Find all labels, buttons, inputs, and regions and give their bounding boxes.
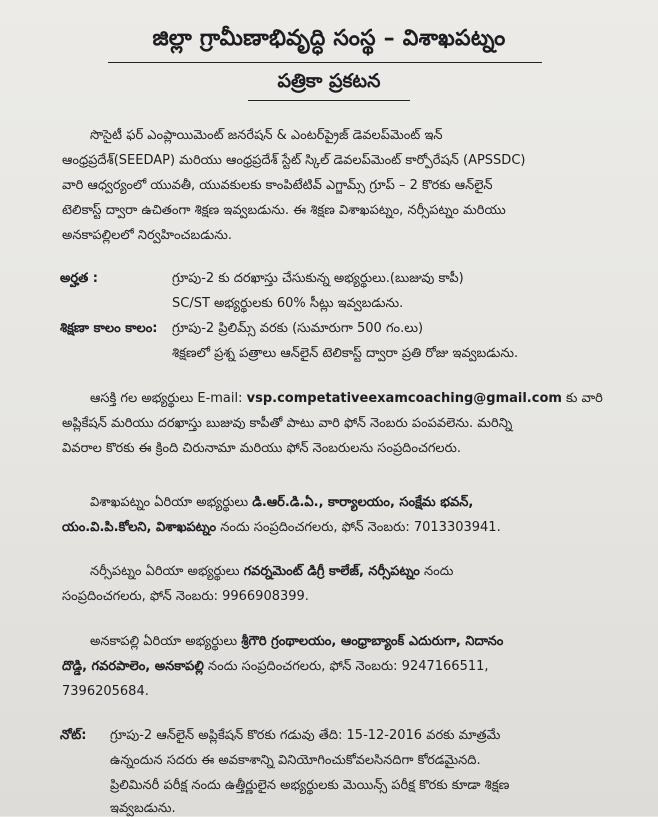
eligibility-line-2: SC/ST అభ్యర్థులకు 60% సీట్లు ఇవ్వబడును. bbox=[172, 296, 404, 311]
narsipatnam-contact-line-2: సంప్రదించగలరు, ఫోన్ నెంబరు: 9966908399. bbox=[62, 589, 309, 604]
vizag-area-lead: విశాఖపట్నం ఏరియా అభ్యర్థులు bbox=[90, 495, 253, 510]
vizag-contact-line-2 bbox=[62, 519, 501, 536]
narsipatnam-contact-line-1 bbox=[90, 563, 453, 580]
eligibility-line-1: గ్రూపు-2 కు దరఖాస్తు చేసుకున్న అభ్యర్థులు.(బుజువు కాపీ) bbox=[172, 271, 464, 286]
duration-line-2: శిక్షణలో ప్రశ్న పత్రాలు ఆన్‌లైన్ టెలికాస్ట్ ద్వారా ప్రతి రోజు ఇవ్వబడును. bbox=[172, 346, 519, 361]
narsipatnam-area-lead: నర్సీపట్నం ఏరియా అభ్యర్థులు bbox=[90, 564, 244, 579]
vizag-office-address: డి.ఆర్.డి.ఏ., కార్యాలయం, సంక్షేమ భవన్, bbox=[252, 495, 474, 510]
anakapalli-contact-line-1 bbox=[90, 633, 503, 650]
intro-line-2: ఆంధ్రప్రదేశ్(SEEDAP) మరియు ఆంధ్రప్రదేశ్ స్టేట్ స్కిల్ డెవలప్‌మెంట్ కార్పోరేషన్ (APSSDC) bbox=[62, 153, 526, 168]
subtitle-underline bbox=[248, 100, 410, 101]
narsipatnam-tail: నందు bbox=[419, 564, 454, 579]
apply-line-3: వివరాల కొరకు ఈ క్రింది చిరునామా మరియు ఫోన్ నెంబరులను సంప్రదించగలరు. bbox=[62, 441, 461, 456]
intro-line-1: సొసైటీ ఫర్ ఎంప్లాయిమెంట్ జనరేషన్ & ఎంటర్‌ప్రైజ్ డెవలప్‌మెంట్ ఇన్ bbox=[90, 128, 443, 143]
anakapalli-office-locality: దొడ్డి, గవరపాలెం, అనకాపల్లి bbox=[62, 659, 204, 674]
title-underline bbox=[108, 62, 542, 63]
note-line-2: ఉన్నందున సదరు ఈ అవకాశాన్ని వినియోగించుకోవలసినదిగా కోరడమైనది. bbox=[110, 753, 481, 768]
email-address: vsp.competativeexamcoaching@gmail.com bbox=[246, 391, 562, 406]
apply-lead: ఆసక్తి గల అభ్యర్థులు E-mail: bbox=[90, 391, 247, 406]
anakapalli-phone-text: నందు సంప్రదించగలరు, ఫోన్ నెంబరు: 9247166511, bbox=[203, 659, 489, 674]
anakapalli-area-lead: అనకాపల్లి ఏరియా అభ్యర్థులు bbox=[90, 634, 242, 649]
note-label: నోట్: bbox=[60, 728, 87, 743]
apply-tail: కు వారి bbox=[561, 391, 603, 406]
anakapalli-office-address: శ్రీగౌరి గ్రంథాలయం, ఆంధ్రాబ్యాంక్ ఎదురుగా, నిదానం bbox=[241, 634, 504, 649]
intro-line-4: టెలికాస్ట్ ద్వారా ఉచితంగా శిక్షణ ఇవ్వబడును. ఈ శిక్షణ విశాఖపట్నం, నర్సీపట్నం మరియు bbox=[62, 203, 506, 218]
duration-line-1: గ్రూపు-2 ప్రిలిమ్స్ వరకు (సుమారుగా 500 గం.లు) bbox=[172, 321, 424, 336]
apply-line-2: అప్లికేషన్ మరియు దరఖాస్తు బుజువు కాపీతో పాటు వారి ఫోన్ నెంబరు పంపవలెను. మరిన్ని bbox=[62, 416, 513, 431]
document-subtitle: పత్రికా ప్రకటన bbox=[277, 70, 381, 92]
note-line-1: గ్రూపు-2 ఆన్‌లైన్ అప్లికేషన్ కొరకు గడువు తేది: 15-12-2016 వరకు మాత్రమే bbox=[110, 728, 501, 743]
vizag-phone-text: నందు సంప్రదించగలరు, ఫోన్ నెంబరు: 7013303941. bbox=[216, 520, 501, 535]
anakapalli-contact-line-3: 7396205684. bbox=[62, 684, 149, 699]
narsipatnam-office-address: గవర్నమెంట్ డిగ్రీ కాలేజ్, నర్సీపట్నం bbox=[243, 564, 420, 579]
anakapalli-contact-line-2 bbox=[62, 658, 489, 675]
eligibility-label: అర్హత : bbox=[60, 271, 98, 286]
document-title: జిల్లా గ్రామీణాభివృద్ధి సంస్థ – విశాఖపట్నం bbox=[152, 26, 506, 51]
note-line-3: ప్రిలిమినరీ పరీక్ష నందు ఉత్తీర్ణులైన అభ్యర్థులకు మెయిన్స్ పరీక్ష కొరకు కూడా శిక్షణ bbox=[110, 778, 510, 793]
vizag-office-locality: యం.వి.పి.కోలని, విశాఖపట్నం bbox=[62, 520, 217, 535]
intro-line-3: వారి ఆధ్వర్యంలో యువతీ, యువకులకు కాంపిటేటివ్ ఎగ్జామ్స్ గ్రూప్ – 2 కొరకు ఆన్‌లైన్ bbox=[62, 178, 493, 193]
duration-label: శిక్షణా కాలం కాలం: bbox=[60, 321, 158, 336]
apply-line-1 bbox=[90, 390, 603, 407]
intro-line-5: అనకాపల్లిలలో నిర్వహించబడును. bbox=[62, 228, 233, 243]
vizag-contact-line-1 bbox=[90, 494, 473, 511]
note-line-4: ఇవ్వబడును. bbox=[110, 801, 176, 816]
